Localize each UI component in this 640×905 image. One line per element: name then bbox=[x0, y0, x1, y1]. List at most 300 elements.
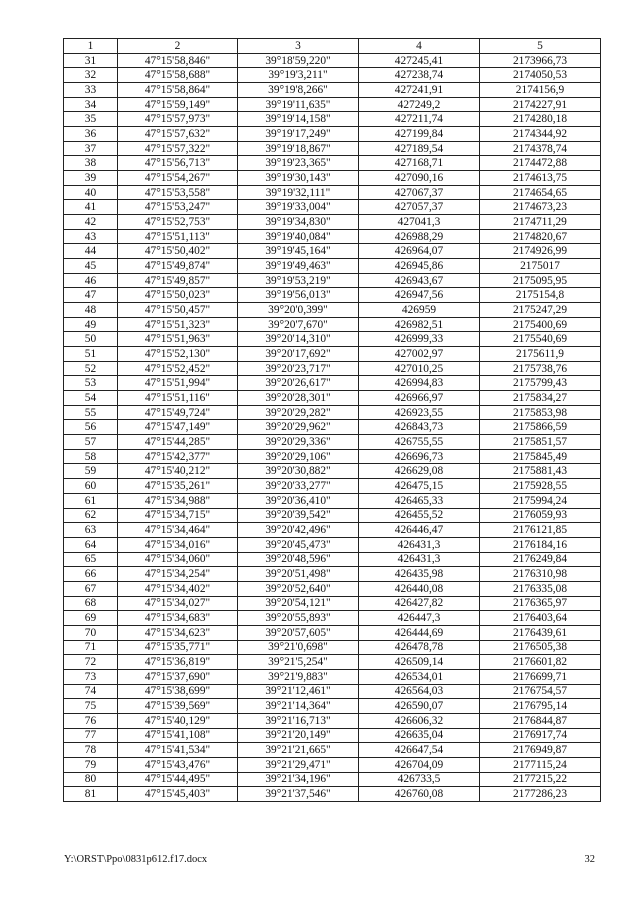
cell-latitude: 47°15'51,116" bbox=[118, 391, 238, 406]
table-row bbox=[64, 332, 601, 347]
cell-point-number: 78 bbox=[64, 743, 118, 758]
table-row bbox=[64, 288, 601, 303]
cell-y: 2176184,16 bbox=[480, 537, 601, 552]
cell-longitude: 39°21'12,461" bbox=[238, 684, 359, 699]
cell-y: 2175851,57 bbox=[480, 435, 601, 450]
cell-point-number: 68 bbox=[64, 596, 118, 611]
table-row bbox=[64, 171, 601, 186]
table-row bbox=[64, 787, 601, 802]
cell-latitude: 47°15'50,023" bbox=[118, 288, 238, 303]
cell-latitude: 47°15'34,464" bbox=[118, 523, 238, 538]
cell-longitude: 39°20'51,498" bbox=[238, 567, 359, 582]
cell-point-number: 73 bbox=[64, 669, 118, 684]
table-row bbox=[64, 97, 601, 112]
cell-x: 426647,54 bbox=[359, 743, 480, 758]
cell-y: 2176365,97 bbox=[480, 596, 601, 611]
cell-point-number: 49 bbox=[64, 317, 118, 332]
cell-latitude: 47°15'38,699" bbox=[118, 684, 238, 699]
cell-longitude: 39°21'37,546" bbox=[238, 787, 359, 802]
cell-y: 2176754,57 bbox=[480, 684, 601, 699]
cell-longitude: 39°19'14,158" bbox=[238, 112, 359, 127]
cell-x: 426755,55 bbox=[359, 435, 480, 450]
table-row bbox=[64, 684, 601, 699]
cell-latitude: 47°15'34,402" bbox=[118, 581, 238, 596]
cell-latitude: 47°15'34,715" bbox=[118, 508, 238, 523]
cell-longitude: 39°19'45,164" bbox=[238, 244, 359, 259]
cell-y: 2176249,84 bbox=[480, 552, 601, 567]
cell-x: 426923,55 bbox=[359, 405, 480, 420]
column-header-point-number: 1 bbox=[64, 39, 118, 54]
cell-point-number: 67 bbox=[64, 581, 118, 596]
cell-y: 2176121,85 bbox=[480, 523, 601, 538]
cell-y: 2175994,24 bbox=[480, 493, 601, 508]
cell-latitude: 47°15'49,857" bbox=[118, 273, 238, 288]
table-header-row bbox=[64, 39, 601, 54]
cell-y: 2175400,69 bbox=[480, 317, 601, 332]
cell-y: 2176505,38 bbox=[480, 640, 601, 655]
cell-longitude: 39°20'52,640" bbox=[238, 581, 359, 596]
cell-longitude: 39°20'29,336" bbox=[238, 435, 359, 450]
cell-x: 426431,3 bbox=[359, 537, 480, 552]
cell-point-number: 43 bbox=[64, 229, 118, 244]
cell-longitude: 39°19'30,143" bbox=[238, 171, 359, 186]
cell-latitude: 47°15'41,534" bbox=[118, 743, 238, 758]
cell-x: 426446,47 bbox=[359, 523, 480, 538]
cell-point-number: 48 bbox=[64, 303, 118, 318]
cell-point-number: 38 bbox=[64, 156, 118, 171]
cell-point-number: 80 bbox=[64, 772, 118, 787]
table-row bbox=[64, 273, 601, 288]
cell-longitude: 39°19'17,249" bbox=[238, 127, 359, 142]
cell-x: 426590,07 bbox=[359, 699, 480, 714]
table-row bbox=[64, 68, 601, 83]
cell-x: 427199,84 bbox=[359, 127, 480, 142]
cell-point-number: 40 bbox=[64, 185, 118, 200]
cell-point-number: 62 bbox=[64, 508, 118, 523]
cell-x: 426455,52 bbox=[359, 508, 480, 523]
cell-latitude: 47°15'35,261" bbox=[118, 479, 238, 494]
cell-point-number: 44 bbox=[64, 244, 118, 259]
table-row bbox=[64, 596, 601, 611]
table-row bbox=[64, 83, 601, 98]
cell-y: 2177115,24 bbox=[480, 757, 601, 772]
cell-y: 2174820,67 bbox=[480, 229, 601, 244]
table-row bbox=[64, 757, 601, 772]
cell-longitude: 39°19'56,013" bbox=[238, 288, 359, 303]
cell-y: 2176403,64 bbox=[480, 611, 601, 626]
cell-point-number: 65 bbox=[64, 552, 118, 567]
cell-x: 426635,04 bbox=[359, 728, 480, 743]
cell-longitude: 39°21'20,149" bbox=[238, 728, 359, 743]
cell-latitude: 47°15'40,212" bbox=[118, 464, 238, 479]
table-row bbox=[64, 655, 601, 670]
cell-latitude: 47°15'52,452" bbox=[118, 361, 238, 376]
cell-latitude: 47°15'52,130" bbox=[118, 347, 238, 362]
cell-x: 426629,08 bbox=[359, 464, 480, 479]
cell-point-number: 32 bbox=[64, 68, 118, 83]
cell-latitude: 47°15'51,963" bbox=[118, 332, 238, 347]
table-row bbox=[64, 508, 601, 523]
footer-page-number: 32 bbox=[584, 854, 595, 865]
cell-latitude: 47°15'58,846" bbox=[118, 53, 238, 68]
cell-x: 426435,98 bbox=[359, 567, 480, 582]
cell-x: 426982,51 bbox=[359, 317, 480, 332]
cell-x: 427238,74 bbox=[359, 68, 480, 83]
cell-latitude: 47°15'43,476" bbox=[118, 757, 238, 772]
cell-latitude: 47°15'39,569" bbox=[118, 699, 238, 714]
cell-latitude: 47°15'50,402" bbox=[118, 244, 238, 259]
cell-x: 426843,73 bbox=[359, 420, 480, 435]
cell-point-number: 74 bbox=[64, 684, 118, 699]
table-row bbox=[64, 156, 601, 171]
cell-longitude: 39°19'53,219" bbox=[238, 273, 359, 288]
cell-point-number: 81 bbox=[64, 787, 118, 802]
table-row bbox=[64, 611, 601, 626]
cell-latitude: 47°15'34,060" bbox=[118, 552, 238, 567]
table-row bbox=[64, 347, 601, 362]
cell-longitude: 39°18'59,220" bbox=[238, 53, 359, 68]
cell-x: 426988,29 bbox=[359, 229, 480, 244]
cell-latitude: 47°15'34,016" bbox=[118, 537, 238, 552]
table-body bbox=[64, 53, 601, 801]
cell-x: 426947,56 bbox=[359, 288, 480, 303]
cell-latitude: 47°15'45,403" bbox=[118, 787, 238, 802]
cell-y: 2175866,59 bbox=[480, 420, 601, 435]
cell-y: 2174926,99 bbox=[480, 244, 601, 259]
cell-point-number: 70 bbox=[64, 625, 118, 640]
cell-point-number: 60 bbox=[64, 479, 118, 494]
table-row bbox=[64, 361, 601, 376]
cell-longitude: 39°20'7,670" bbox=[238, 317, 359, 332]
cell-point-number: 46 bbox=[64, 273, 118, 288]
cell-longitude: 39°20'29,282" bbox=[238, 405, 359, 420]
table-row bbox=[64, 53, 601, 68]
cell-y: 2174654,65 bbox=[480, 185, 601, 200]
cell-latitude: 47°15'52,753" bbox=[118, 215, 238, 230]
cell-latitude: 47°15'56,713" bbox=[118, 156, 238, 171]
cell-latitude: 47°15'34,623" bbox=[118, 625, 238, 640]
cell-y: 2176059,93 bbox=[480, 508, 601, 523]
cell-y: 2176844,87 bbox=[480, 713, 601, 728]
cell-point-number: 75 bbox=[64, 699, 118, 714]
cell-point-number: 39 bbox=[64, 171, 118, 186]
column-header-x: 4 bbox=[359, 39, 480, 54]
cell-point-number: 58 bbox=[64, 449, 118, 464]
cell-point-number: 57 bbox=[64, 435, 118, 450]
cell-point-number: 33 bbox=[64, 83, 118, 98]
cell-x: 427041,3 bbox=[359, 215, 480, 230]
cell-y: 2175799,43 bbox=[480, 376, 601, 391]
cell-y: 2174227,91 bbox=[480, 97, 601, 112]
cell-longitude: 39°19'32,111" bbox=[238, 185, 359, 200]
cell-longitude: 39°20'23,717" bbox=[238, 361, 359, 376]
table-row bbox=[64, 317, 601, 332]
cell-y: 2175017 bbox=[480, 259, 601, 274]
cell-point-number: 54 bbox=[64, 391, 118, 406]
cell-y: 2175928,55 bbox=[480, 479, 601, 494]
table-row bbox=[64, 581, 601, 596]
cell-x: 427067,37 bbox=[359, 185, 480, 200]
cell-latitude: 47°15'57,973" bbox=[118, 112, 238, 127]
cell-longitude: 39°20'36,410" bbox=[238, 493, 359, 508]
cell-latitude: 47°15'34,683" bbox=[118, 611, 238, 626]
cell-y: 2174156,9 bbox=[480, 83, 601, 98]
cell-longitude: 39°20'29,962" bbox=[238, 420, 359, 435]
cell-longitude: 39°20'14,310" bbox=[238, 332, 359, 347]
cell-y: 2176310,98 bbox=[480, 567, 601, 582]
cell-longitude: 39°20'26,617" bbox=[238, 376, 359, 391]
table-row bbox=[64, 523, 601, 538]
cell-y: 2176601,82 bbox=[480, 655, 601, 670]
cell-latitude: 47°15'53,558" bbox=[118, 185, 238, 200]
cell-x: 427010,25 bbox=[359, 361, 480, 376]
cell-y: 2174280,18 bbox=[480, 112, 601, 127]
cell-x: 427057,37 bbox=[359, 200, 480, 215]
table-row bbox=[64, 244, 601, 259]
cell-latitude: 47°15'34,027" bbox=[118, 596, 238, 611]
cell-latitude: 47°15'36,819" bbox=[118, 655, 238, 670]
table-row bbox=[64, 699, 601, 714]
cell-latitude: 47°15'51,113" bbox=[118, 229, 238, 244]
table-row bbox=[64, 391, 601, 406]
cell-y: 2175540,69 bbox=[480, 332, 601, 347]
cell-longitude: 39°21'29,471" bbox=[238, 757, 359, 772]
cell-y: 2175845,49 bbox=[480, 449, 601, 464]
table-row bbox=[64, 567, 601, 582]
table-row bbox=[64, 435, 601, 450]
cell-longitude: 39°20'42,496" bbox=[238, 523, 359, 538]
cell-latitude: 47°15'58,864" bbox=[118, 83, 238, 98]
cell-point-number: 59 bbox=[64, 464, 118, 479]
cell-longitude: 39°19'8,266" bbox=[238, 83, 359, 98]
cell-longitude: 39°21'16,713" bbox=[238, 713, 359, 728]
cell-x: 426444,69 bbox=[359, 625, 480, 640]
cell-x: 427002,97 bbox=[359, 347, 480, 362]
cell-x: 426760,08 bbox=[359, 787, 480, 802]
cell-point-number: 31 bbox=[64, 53, 118, 68]
cell-x: 426564,03 bbox=[359, 684, 480, 699]
cell-longitude: 39°20'39,542" bbox=[238, 508, 359, 523]
cell-y: 2174472,88 bbox=[480, 156, 601, 171]
cell-point-number: 61 bbox=[64, 493, 118, 508]
cell-latitude: 47°15'44,285" bbox=[118, 435, 238, 450]
cell-latitude: 47°15'58,688" bbox=[118, 68, 238, 83]
cell-latitude: 47°15'37,690" bbox=[118, 669, 238, 684]
cell-latitude: 47°15'51,994" bbox=[118, 376, 238, 391]
cell-y: 2176699,71 bbox=[480, 669, 601, 684]
cell-y: 2175738,76 bbox=[480, 361, 601, 376]
cell-y: 2177215,22 bbox=[480, 772, 601, 787]
cell-y: 2174344,92 bbox=[480, 127, 601, 142]
table-row bbox=[64, 464, 601, 479]
cell-x: 426534,01 bbox=[359, 669, 480, 684]
cell-y: 2176439,61 bbox=[480, 625, 601, 640]
cell-point-number: 47 bbox=[64, 288, 118, 303]
cell-x: 426509,14 bbox=[359, 655, 480, 670]
cell-point-number: 71 bbox=[64, 640, 118, 655]
cell-y: 2174673,23 bbox=[480, 200, 601, 215]
cell-longitude: 39°20'48,596" bbox=[238, 552, 359, 567]
cell-x: 427168,71 bbox=[359, 156, 480, 171]
coordinates-table bbox=[63, 38, 601, 802]
cell-y: 2173966,73 bbox=[480, 53, 601, 68]
cell-y: 2175611,9 bbox=[480, 347, 601, 362]
table-row bbox=[64, 743, 601, 758]
cell-x: 426704,09 bbox=[359, 757, 480, 772]
table-row bbox=[64, 728, 601, 743]
cell-longitude: 39°20'30,882" bbox=[238, 464, 359, 479]
cell-x: 426606,32 bbox=[359, 713, 480, 728]
cell-x: 427189,54 bbox=[359, 141, 480, 156]
cell-point-number: 45 bbox=[64, 259, 118, 274]
cell-longitude: 39°20'28,301" bbox=[238, 391, 359, 406]
cell-x: 426440,08 bbox=[359, 581, 480, 596]
cell-longitude: 39°19'23,365" bbox=[238, 156, 359, 171]
cell-latitude: 47°15'47,149" bbox=[118, 420, 238, 435]
cell-point-number: 77 bbox=[64, 728, 118, 743]
cell-longitude: 39°20'57,605" bbox=[238, 625, 359, 640]
column-header-latitude: 2 bbox=[118, 39, 238, 54]
footer-file-path: Y:\ORST\Ppo\0831p612.f17.docx bbox=[64, 854, 208, 865]
table-row bbox=[64, 537, 601, 552]
cell-latitude: 47°15'34,254" bbox=[118, 567, 238, 582]
cell-latitude: 47°15'44,495" bbox=[118, 772, 238, 787]
cell-latitude: 47°15'49,874" bbox=[118, 259, 238, 274]
table-row bbox=[64, 127, 601, 142]
cell-longitude: 39°21'14,364" bbox=[238, 699, 359, 714]
table-row bbox=[64, 493, 601, 508]
cell-longitude: 39°21'9,883" bbox=[238, 669, 359, 684]
table-row bbox=[64, 185, 601, 200]
cell-x: 426994,83 bbox=[359, 376, 480, 391]
cell-point-number: 35 bbox=[64, 112, 118, 127]
cell-longitude: 39°19'49,463" bbox=[238, 259, 359, 274]
cell-x: 426431,3 bbox=[359, 552, 480, 567]
table-row bbox=[64, 405, 601, 420]
cell-longitude: 39°20'17,692" bbox=[238, 347, 359, 362]
cell-point-number: 53 bbox=[64, 376, 118, 391]
cell-y: 2175881,43 bbox=[480, 464, 601, 479]
table-row bbox=[64, 420, 601, 435]
cell-latitude: 47°15'42,377" bbox=[118, 449, 238, 464]
table-row bbox=[64, 552, 601, 567]
cell-point-number: 42 bbox=[64, 215, 118, 230]
cell-point-number: 36 bbox=[64, 127, 118, 142]
cell-x: 426966,97 bbox=[359, 391, 480, 406]
cell-x: 426475,15 bbox=[359, 479, 480, 494]
cell-point-number: 50 bbox=[64, 332, 118, 347]
cell-point-number: 37 bbox=[64, 141, 118, 156]
table-row bbox=[64, 215, 601, 230]
cell-point-number: 51 bbox=[64, 347, 118, 362]
cell-latitude: 47°15'57,632" bbox=[118, 127, 238, 142]
cell-latitude: 47°15'49,724" bbox=[118, 405, 238, 420]
cell-y: 2174613,75 bbox=[480, 171, 601, 186]
cell-longitude: 39°21'0,698" bbox=[238, 640, 359, 655]
cell-point-number: 66 bbox=[64, 567, 118, 582]
cell-point-number: 41 bbox=[64, 200, 118, 215]
cell-longitude: 39°20'0,399" bbox=[238, 303, 359, 318]
cell-longitude: 39°20'29,106" bbox=[238, 449, 359, 464]
column-header-longitude: 3 bbox=[238, 39, 359, 54]
cell-y: 2176795,14 bbox=[480, 699, 601, 714]
table-row bbox=[64, 112, 601, 127]
cell-point-number: 34 bbox=[64, 97, 118, 112]
cell-latitude: 47°15'35,771" bbox=[118, 640, 238, 655]
cell-longitude: 39°19'34,830" bbox=[238, 215, 359, 230]
cell-point-number: 55 bbox=[64, 405, 118, 420]
cell-longitude: 39°20'33,277" bbox=[238, 479, 359, 494]
cell-y: 2175247,29 bbox=[480, 303, 601, 318]
cell-longitude: 39°21'21,665" bbox=[238, 743, 359, 758]
cell-point-number: 79 bbox=[64, 757, 118, 772]
table-row bbox=[64, 141, 601, 156]
table-row bbox=[64, 669, 601, 684]
cell-x: 427241,91 bbox=[359, 83, 480, 98]
table-row bbox=[64, 376, 601, 391]
cell-point-number: 69 bbox=[64, 611, 118, 626]
cell-y: 2176917,74 bbox=[480, 728, 601, 743]
cell-point-number: 63 bbox=[64, 523, 118, 538]
cell-latitude: 47°15'51,323" bbox=[118, 317, 238, 332]
cell-x: 426945,86 bbox=[359, 259, 480, 274]
cell-point-number: 56 bbox=[64, 420, 118, 435]
table-row bbox=[64, 259, 601, 274]
cell-y: 2174050,53 bbox=[480, 68, 601, 83]
table-row bbox=[64, 229, 601, 244]
table-row bbox=[64, 713, 601, 728]
cell-x: 426964,07 bbox=[359, 244, 480, 259]
cell-x: 426959 bbox=[359, 303, 480, 318]
cell-x: 427249,2 bbox=[359, 97, 480, 112]
cell-x: 427245,41 bbox=[359, 53, 480, 68]
cell-latitude: 47°15'50,457" bbox=[118, 303, 238, 318]
cell-latitude: 47°15'54,267" bbox=[118, 171, 238, 186]
cell-longitude: 39°20'55,893" bbox=[238, 611, 359, 626]
cell-x: 426999,33 bbox=[359, 332, 480, 347]
table-row bbox=[64, 625, 601, 640]
cell-longitude: 39°19'33,004" bbox=[238, 200, 359, 215]
table-row bbox=[64, 200, 601, 215]
cell-latitude: 47°15'53,247" bbox=[118, 200, 238, 215]
cell-longitude: 39°19'18,867" bbox=[238, 141, 359, 156]
cell-x: 426696,73 bbox=[359, 449, 480, 464]
cell-longitude: 39°20'45,473" bbox=[238, 537, 359, 552]
cell-y: 2176335,08 bbox=[480, 581, 601, 596]
cell-x: 427211,74 bbox=[359, 112, 480, 127]
table-row bbox=[64, 479, 601, 494]
table-row bbox=[64, 772, 601, 787]
cell-latitude: 47°15'34,988" bbox=[118, 493, 238, 508]
cell-x: 426465,33 bbox=[359, 493, 480, 508]
cell-y: 2174711,29 bbox=[480, 215, 601, 230]
cell-y: 2175853,98 bbox=[480, 405, 601, 420]
cell-y: 2176949,87 bbox=[480, 743, 601, 758]
cell-latitude: 47°15'41,108" bbox=[118, 728, 238, 743]
cell-latitude: 47°15'40,129" bbox=[118, 713, 238, 728]
cell-point-number: 64 bbox=[64, 537, 118, 552]
table-row bbox=[64, 303, 601, 318]
table-row bbox=[64, 640, 601, 655]
cell-longitude: 39°19'40,084" bbox=[238, 229, 359, 244]
cell-point-number: 52 bbox=[64, 361, 118, 376]
cell-point-number: 76 bbox=[64, 713, 118, 728]
cell-latitude: 47°15'59,149" bbox=[118, 97, 238, 112]
cell-latitude: 47°15'57,322" bbox=[118, 141, 238, 156]
cell-y: 2175154,8 bbox=[480, 288, 601, 303]
cell-longitude: 39°21'34,196" bbox=[238, 772, 359, 787]
cell-x: 426478,78 bbox=[359, 640, 480, 655]
